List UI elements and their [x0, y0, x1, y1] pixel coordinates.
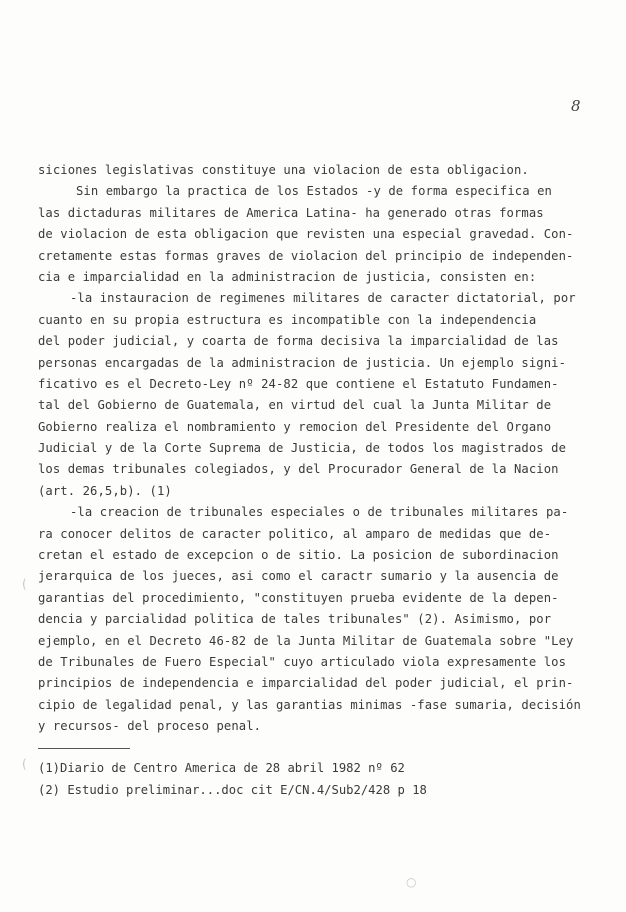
text-line: Sin embargo la practica de los Estados -y de forma especifica en: [76, 184, 552, 199]
footnote-2: (2) Estudio preliminar...doc cit E/CN.4/Sub2/428 p 18: [38, 783, 427, 797]
text-line: cretan el estado de excepcion o de sitio. La posicion de subordinacion: [38, 548, 559, 563]
footnote-1: (1)Diario de Centro America de 28 abril 1982 nº 62: [38, 761, 405, 775]
text-line: personas encargadas de la administracion de justicia. Un ejemplo signi-: [38, 355, 567, 370]
text-line: los demas tribunales colegiados, y del Procurador General de la Nacion: [38, 462, 559, 477]
scan-mark: ○: [406, 875, 417, 889]
text-line: y recursos- del proceso penal.: [38, 719, 262, 734]
text-line: cretamente estas formas graves de violacion del principio de independen-: [38, 248, 574, 263]
footnote-divider: [38, 748, 130, 749]
footnotes: [38, 757, 598, 801]
body-text: [38, 160, 598, 738]
text-line: cuanto en su propia estructura es incompatible con la independencia: [38, 312, 537, 327]
text-line: ra conocer delitos de caracter politico, al amparo de medidas que de-: [38, 526, 552, 541]
text-line: de violacion de esta obligacion que revisten una especial gravedad. Con-: [38, 227, 574, 242]
scan-mark: (: [22, 577, 27, 591]
text-line: tal del Gobierno de Guatemala, en virtud del cual la Junta Militar de: [38, 398, 552, 413]
text-line: cipio de legalidad penal, y las garantias minimas -fase sumaria, decisión: [38, 697, 581, 712]
text-line: ficativo es el Decreto-Ley nº 24-82 que contiene el Estatuto Fundamen-: [38, 376, 559, 391]
scan-mark: (: [22, 757, 27, 771]
text-line: de Tribunales de Fuero Especial" cuyo articulado viola expresamente los: [38, 654, 567, 669]
text-line: garantias del procedimiento, "constituyen prueba evidente de la depen-: [38, 590, 559, 605]
text-line: del poder judicial, y coarta de forma decisiva la imparcialidad de las: [38, 334, 559, 349]
text-line: -la creacion de tribunales especiales o de tribunales militares pa-: [70, 505, 569, 520]
text-line: las dictaduras militares de America Latina- ha generado otras formas: [38, 205, 544, 220]
text-line: jerarquica de los jueces, asi como el caractr sumario y la ausencia de: [38, 569, 559, 584]
text-line: Gobierno realiza el nombramiento y remocion del Presidente del Organo: [38, 419, 552, 434]
page-number: 8: [571, 97, 581, 115]
text-line: (art. 26,5,b). (1): [38, 483, 172, 498]
text-line: siciones legislativas constituye una violacion de esta obligacion.: [38, 163, 529, 177]
text-line: -la instauracion de regimenes militares de caracter dictatorial, por: [70, 291, 576, 306]
text-line: Judicial y de la Corte Suprema de Justicia, de todos los magistrados de: [38, 441, 567, 456]
text-line: dencia y parcialidad politica de tales tribunales" (2). Asimismo, por: [38, 612, 552, 627]
text-line: principios de independencia e imparcialidad del poder judicial, el prin-: [38, 676, 574, 691]
text-line: cia e imparcialidad en la administracion de justicia, consisten en:: [38, 269, 537, 284]
text-line: ejemplo, en el Decreto 46-82 de la Junta Militar de Guatemala sobre "Ley: [38, 633, 574, 648]
